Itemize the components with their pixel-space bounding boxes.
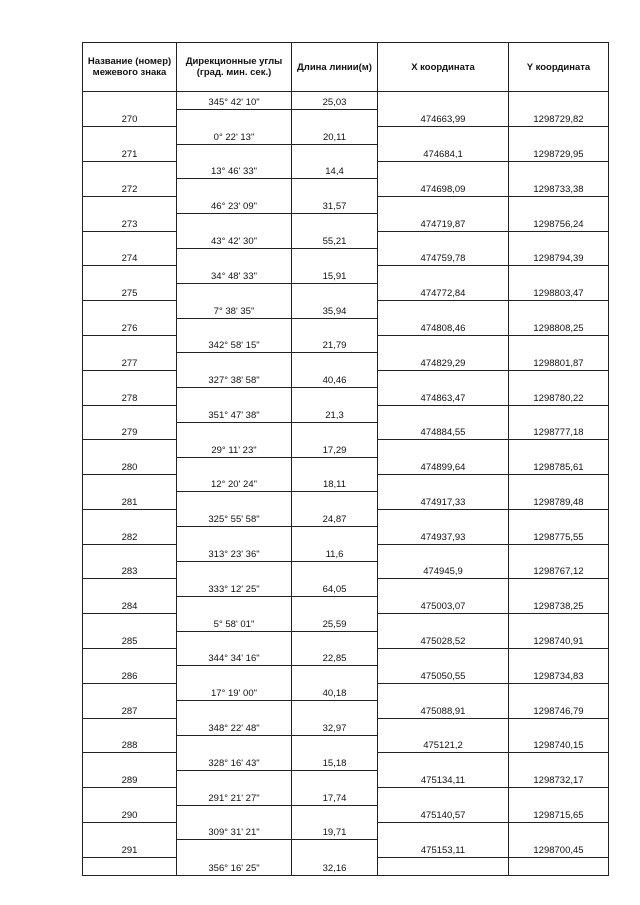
segment-row — [83, 683, 609, 700]
y-coordinate-cell — [509, 231, 609, 248]
segment-row — [83, 405, 609, 422]
y-coordinate-cell — [509, 127, 609, 144]
x-coordinate-cell: 474698,09 — [378, 179, 509, 196]
line-length-cell — [292, 318, 378, 335]
mark-name-cell: 284 — [83, 596, 177, 613]
x-coordinate-cell: 475028,52 — [378, 631, 509, 648]
x-coordinate-cell — [378, 405, 509, 422]
y-coordinate-cell — [509, 509, 609, 526]
segment-row — [83, 370, 609, 387]
mark-name-cell: 288 — [83, 735, 177, 752]
point-row — [83, 735, 609, 752]
header-direction-angle: Дирекционные углы (град. мин. сек.) — [177, 43, 292, 92]
mark-name-cell: 290 — [83, 805, 177, 822]
y-coordinate-cell — [509, 614, 609, 631]
x-coordinate-cell — [378, 127, 509, 144]
mark-name-cell: 279 — [83, 422, 177, 439]
header-mark-name: Название (номер) межевого знака — [83, 43, 177, 92]
line-length-cell — [292, 179, 378, 196]
y-coordinate-cell: 1298794,39 — [509, 249, 609, 266]
header-line-length: Длина линии(м) — [292, 43, 378, 92]
direction-angle-cell: 5° 58' 01" — [177, 614, 292, 631]
y-coordinate-cell: 1298732,17 — [509, 770, 609, 787]
direction-angle-cell: 342° 58' 15" — [177, 335, 292, 352]
mark-name-cell — [83, 301, 177, 318]
direction-angle-cell — [177, 214, 292, 231]
y-coordinate-cell: 1298715,65 — [509, 805, 609, 822]
line-length-cell — [292, 457, 378, 474]
segment-row — [83, 649, 609, 666]
point-row — [83, 562, 609, 579]
y-coordinate-cell — [509, 196, 609, 213]
coordinates-sheet — [82, 42, 608, 876]
x-coordinate-cell: 474945,9 — [378, 562, 509, 579]
point-row — [83, 318, 609, 335]
mark-name-cell — [83, 579, 177, 596]
y-coordinate-cell: 1298785,61 — [509, 457, 609, 474]
y-coordinate-cell: 1298767,12 — [509, 562, 609, 579]
mark-name-cell — [83, 718, 177, 735]
point-row — [83, 492, 609, 509]
x-coordinate-cell: 474772,84 — [378, 283, 509, 300]
direction-angle-cell: 13° 46' 33" — [177, 162, 292, 179]
y-coordinate-cell: 1298808,25 — [509, 318, 609, 335]
line-length-cell — [292, 283, 378, 300]
segment-row — [83, 266, 609, 283]
segment-row — [83, 335, 609, 352]
point-row — [83, 457, 609, 474]
segment-row — [83, 822, 609, 839]
mark-name-cell: 276 — [83, 318, 177, 335]
line-length-cell — [292, 144, 378, 161]
mark-name-cell — [83, 509, 177, 526]
mark-name-cell: 272 — [83, 179, 177, 196]
x-coordinate-cell: 475121,2 — [378, 735, 509, 752]
header-y-coordinate: Y координата — [509, 43, 609, 92]
direction-angle-cell — [177, 179, 292, 196]
y-coordinate-cell — [509, 753, 609, 770]
x-coordinate-cell — [378, 266, 509, 283]
direction-angle-cell: 344° 34' 16" — [177, 649, 292, 666]
y-coordinate-cell: 1298734,83 — [509, 666, 609, 683]
x-coordinate-cell — [378, 370, 509, 387]
x-coordinate-cell: 474899,64 — [378, 457, 509, 474]
y-coordinate-cell: 1298740,91 — [509, 631, 609, 648]
direction-angle-cell: 7° 38' 35" — [177, 301, 292, 318]
line-length-cell — [292, 422, 378, 439]
y-coordinate-cell: 1298789,48 — [509, 492, 609, 509]
y-coordinate-cell — [509, 301, 609, 318]
table-header-row — [83, 43, 609, 92]
mark-name-cell: 291 — [83, 840, 177, 857]
direction-angle-cell — [177, 492, 292, 509]
line-length-cell: 31,57 — [292, 196, 378, 213]
y-coordinate-cell — [509, 370, 609, 387]
line-length-cell: 14,4 — [292, 162, 378, 179]
y-coordinate-cell — [509, 544, 609, 561]
segment-row — [83, 475, 609, 492]
x-coordinate-cell — [378, 753, 509, 770]
header-x-coordinate: X координата — [378, 43, 509, 92]
direction-angle-cell: 29° 11' 23" — [177, 440, 292, 457]
line-length-cell — [292, 805, 378, 822]
y-coordinate-cell: 1298780,22 — [509, 388, 609, 405]
direction-angle-cell: 313° 23' 36" — [177, 544, 292, 561]
direction-angle-cell: 348° 22' 48" — [177, 718, 292, 735]
point-row — [83, 144, 609, 161]
direction-angle-cell — [177, 666, 292, 683]
x-coordinate-cell — [378, 92, 509, 110]
line-length-cell — [292, 388, 378, 405]
y-coordinate-cell — [509, 405, 609, 422]
line-length-cell — [292, 840, 378, 857]
x-coordinate-cell — [378, 475, 509, 492]
mark-name-cell: 277 — [83, 353, 177, 370]
mark-name-cell — [83, 614, 177, 631]
line-length-cell — [292, 249, 378, 266]
segment-row — [83, 753, 609, 770]
y-coordinate-cell: 1298756,24 — [509, 214, 609, 231]
x-coordinate-cell: 474863,47 — [378, 388, 509, 405]
mark-name-cell: 282 — [83, 527, 177, 544]
y-coordinate-cell — [509, 475, 609, 492]
y-coordinate-cell — [509, 92, 609, 110]
mark-name-cell — [83, 127, 177, 144]
segment-row — [83, 544, 609, 561]
line-length-cell: 25,59 — [292, 614, 378, 631]
line-length-cell — [292, 770, 378, 787]
y-coordinate-cell — [509, 579, 609, 596]
mark-name-cell — [83, 475, 177, 492]
direction-angle-cell: 351° 47' 38" — [177, 405, 292, 422]
point-row — [83, 214, 609, 231]
y-coordinate-cell — [509, 683, 609, 700]
mark-name-cell — [83, 266, 177, 283]
y-coordinate-cell — [509, 718, 609, 735]
mark-name-cell — [83, 857, 177, 875]
direction-angle-cell — [177, 701, 292, 718]
x-coordinate-cell — [378, 649, 509, 666]
point-row — [83, 631, 609, 648]
direction-angle-cell — [177, 562, 292, 579]
y-coordinate-cell: 1298729,82 — [509, 109, 609, 126]
x-coordinate-cell — [378, 509, 509, 526]
x-coordinate-cell — [378, 614, 509, 631]
x-coordinate-cell — [378, 196, 509, 213]
line-length-cell — [292, 527, 378, 544]
x-coordinate-cell — [378, 788, 509, 805]
line-length-cell: 11,6 — [292, 544, 378, 561]
x-coordinate-cell: 475088,91 — [378, 701, 509, 718]
segment-row — [83, 579, 609, 596]
x-coordinate-cell: 474719,87 — [378, 214, 509, 231]
segment-row — [83, 127, 609, 144]
line-length-cell: 21,79 — [292, 335, 378, 352]
direction-angle-cell — [177, 388, 292, 405]
mark-name-cell: 285 — [83, 631, 177, 648]
segment-row — [83, 440, 609, 457]
line-length-cell: 32,16 — [292, 857, 378, 875]
line-length-cell: 19,71 — [292, 822, 378, 839]
point-row — [83, 666, 609, 683]
direction-angle-cell: 309° 31' 21" — [177, 822, 292, 839]
y-coordinate-cell: 1298729,95 — [509, 144, 609, 161]
x-coordinate-cell: 475140,57 — [378, 805, 509, 822]
x-coordinate-cell — [378, 162, 509, 179]
mark-name-cell: 274 — [83, 249, 177, 266]
segment-row — [83, 857, 609, 875]
x-coordinate-cell — [378, 822, 509, 839]
point-row — [83, 422, 609, 439]
direction-angle-cell — [177, 283, 292, 300]
x-coordinate-cell: 474829,29 — [378, 353, 509, 370]
mark-name-cell: 273 — [83, 214, 177, 231]
mark-name-cell: 289 — [83, 770, 177, 787]
segment-row — [83, 196, 609, 213]
y-coordinate-cell: 1298746,79 — [509, 701, 609, 718]
point-row — [83, 805, 609, 822]
line-length-cell: 15,18 — [292, 753, 378, 770]
point-row — [83, 840, 609, 857]
y-coordinate-cell: 1298738,25 — [509, 596, 609, 613]
segment-row — [83, 301, 609, 318]
y-coordinate-cell: 1298733,38 — [509, 179, 609, 196]
direction-angle-cell: 17° 19' 00" — [177, 683, 292, 700]
direction-angle-cell — [177, 353, 292, 370]
x-coordinate-cell — [378, 718, 509, 735]
x-coordinate-cell — [378, 857, 509, 875]
boundary-marks-table — [82, 42, 609, 876]
x-coordinate-cell: 474808,46 — [378, 318, 509, 335]
line-length-cell — [292, 596, 378, 613]
direction-angle-cell: 333° 12' 25" — [177, 579, 292, 596]
direction-angle-cell: 356° 16' 25" — [177, 857, 292, 875]
line-length-cell: 32,97 — [292, 718, 378, 735]
direction-angle-cell — [177, 596, 292, 613]
y-coordinate-cell — [509, 822, 609, 839]
direction-angle-cell: 12° 20' 24" — [177, 475, 292, 492]
line-length-cell: 18,11 — [292, 475, 378, 492]
y-coordinate-cell: 1298803,47 — [509, 283, 609, 300]
mark-name-cell: 281 — [83, 492, 177, 509]
line-length-cell — [292, 562, 378, 579]
mark-name-cell — [83, 196, 177, 213]
direction-angle-cell: 43° 42' 30" — [177, 231, 292, 248]
line-length-cell — [292, 492, 378, 509]
table-body — [83, 92, 609, 876]
direction-angle-cell — [177, 805, 292, 822]
segment-row — [83, 614, 609, 631]
x-coordinate-cell — [378, 231, 509, 248]
y-coordinate-cell — [509, 649, 609, 666]
mark-name-cell: 270 — [83, 109, 177, 126]
direction-angle-cell — [177, 735, 292, 752]
mark-name-cell — [83, 753, 177, 770]
mark-name-cell — [83, 822, 177, 839]
direction-angle-cell — [177, 249, 292, 266]
line-length-cell: 17,29 — [292, 440, 378, 457]
line-length-cell — [292, 353, 378, 370]
mark-name-cell: 280 — [83, 457, 177, 474]
mark-name-cell — [83, 231, 177, 248]
direction-angle-cell — [177, 422, 292, 439]
direction-angle-cell — [177, 527, 292, 544]
direction-angle-cell: 345° 42' 10" — [177, 92, 292, 110]
x-coordinate-cell — [378, 301, 509, 318]
mark-name-cell — [83, 544, 177, 561]
segment-row — [83, 509, 609, 526]
y-coordinate-cell — [509, 335, 609, 352]
line-length-cell: 20,11 — [292, 127, 378, 144]
line-length-cell: 25,03 — [292, 92, 378, 110]
x-coordinate-cell: 475050,55 — [378, 666, 509, 683]
line-length-cell — [292, 214, 378, 231]
mark-name-cell: 283 — [83, 562, 177, 579]
point-row — [83, 109, 609, 126]
direction-angle-cell — [177, 109, 292, 126]
y-coordinate-cell — [509, 440, 609, 457]
direction-angle-cell: 34° 48' 33" — [177, 266, 292, 283]
x-coordinate-cell: 474937,93 — [378, 527, 509, 544]
x-coordinate-cell: 474684,1 — [378, 144, 509, 161]
line-length-cell: 21,3 — [292, 405, 378, 422]
point-row — [83, 353, 609, 370]
y-coordinate-cell: 1298700,45 — [509, 840, 609, 857]
x-coordinate-cell: 475003,07 — [378, 596, 509, 613]
point-row — [83, 283, 609, 300]
mark-name-cell: 271 — [83, 144, 177, 161]
direction-angle-cell: 328° 16' 43" — [177, 753, 292, 770]
y-coordinate-cell: 1298801,87 — [509, 353, 609, 370]
direction-angle-cell: 325° 55' 58" — [177, 509, 292, 526]
point-row — [83, 701, 609, 718]
x-coordinate-cell: 475134,11 — [378, 770, 509, 787]
line-length-cell: 55,21 — [292, 231, 378, 248]
y-coordinate-cell — [509, 162, 609, 179]
direction-angle-cell: 0° 22' 13" — [177, 127, 292, 144]
point-row — [83, 527, 609, 544]
segment-row — [83, 788, 609, 805]
direction-angle-cell — [177, 457, 292, 474]
direction-angle-cell: 46° 23' 09" — [177, 196, 292, 213]
direction-angle-cell — [177, 144, 292, 161]
mark-name-cell: 275 — [83, 283, 177, 300]
x-coordinate-cell — [378, 335, 509, 352]
mark-name-cell — [83, 162, 177, 179]
mark-name-cell — [83, 683, 177, 700]
direction-angle-cell: 291° 21' 27" — [177, 788, 292, 805]
x-coordinate-cell: 474759,78 — [378, 249, 509, 266]
segment-row — [83, 231, 609, 248]
y-coordinate-cell: 1298777,18 — [509, 422, 609, 439]
mark-name-cell — [83, 92, 177, 110]
line-length-cell: 17,74 — [292, 788, 378, 805]
mark-name-cell: 287 — [83, 701, 177, 718]
line-length-cell — [292, 631, 378, 648]
x-coordinate-cell — [378, 579, 509, 596]
x-coordinate-cell: 475153,11 — [378, 840, 509, 857]
segment-row — [83, 718, 609, 735]
x-coordinate-cell — [378, 440, 509, 457]
line-length-cell: 40,46 — [292, 370, 378, 387]
mark-name-cell — [83, 440, 177, 457]
y-coordinate-cell — [509, 857, 609, 875]
line-length-cell — [292, 666, 378, 683]
line-length-cell: 64,05 — [292, 579, 378, 596]
x-coordinate-cell — [378, 544, 509, 561]
y-coordinate-cell: 1298775,55 — [509, 527, 609, 544]
y-coordinate-cell: 1298740,15 — [509, 735, 609, 752]
x-coordinate-cell: 474663,99 — [378, 109, 509, 126]
mark-name-cell: 286 — [83, 666, 177, 683]
mark-name-cell — [83, 649, 177, 666]
direction-angle-cell: 327° 38' 58" — [177, 370, 292, 387]
x-coordinate-cell: 474884,55 — [378, 422, 509, 439]
point-row — [83, 596, 609, 613]
direction-angle-cell — [177, 840, 292, 857]
point-row — [83, 179, 609, 196]
direction-angle-cell — [177, 631, 292, 648]
line-length-cell: 35,94 — [292, 301, 378, 318]
segment-row — [83, 92, 609, 110]
direction-angle-cell — [177, 318, 292, 335]
line-length-cell: 40,18 — [292, 683, 378, 700]
y-coordinate-cell — [509, 266, 609, 283]
mark-name-cell — [83, 370, 177, 387]
point-row — [83, 770, 609, 787]
line-length-cell — [292, 701, 378, 718]
x-coordinate-cell: 474917,33 — [378, 492, 509, 509]
direction-angle-cell — [177, 770, 292, 787]
line-length-cell — [292, 735, 378, 752]
point-row — [83, 249, 609, 266]
line-length-cell: 24,87 — [292, 509, 378, 526]
mark-name-cell — [83, 405, 177, 422]
point-row — [83, 388, 609, 405]
line-length-cell: 15,91 — [292, 266, 378, 283]
mark-name-cell: 278 — [83, 388, 177, 405]
segment-row — [83, 162, 609, 179]
line-length-cell: 22,85 — [292, 649, 378, 666]
mark-name-cell — [83, 335, 177, 352]
line-length-cell — [292, 109, 378, 126]
x-coordinate-cell — [378, 683, 509, 700]
y-coordinate-cell — [509, 788, 609, 805]
mark-name-cell — [83, 788, 177, 805]
